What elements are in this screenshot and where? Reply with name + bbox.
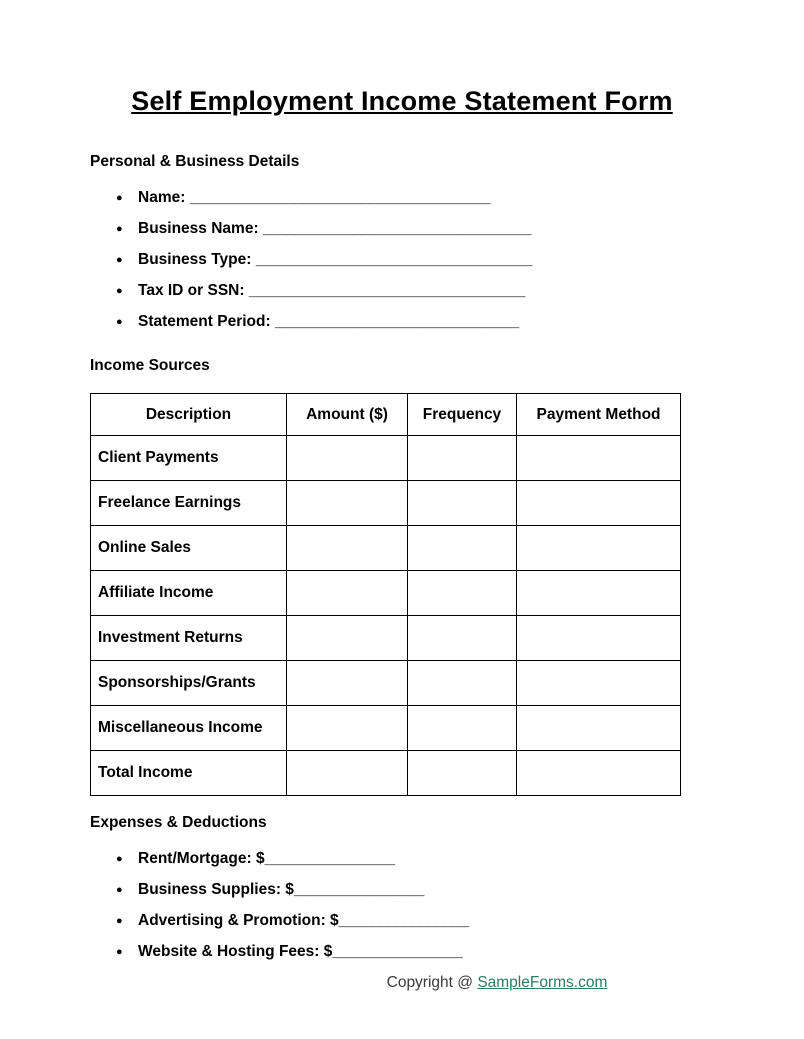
personal-details-section — [90, 117, 714, 331]
cell-payment-method[interactable] — [517, 661, 681, 706]
cell-payment-method[interactable] — [517, 571, 681, 616]
table-row — [91, 706, 681, 751]
cell-frequency[interactable] — [408, 706, 517, 751]
cell-payment-method[interactable] — [517, 526, 681, 571]
cell-payment-method[interactable] — [517, 751, 681, 796]
table-row — [91, 436, 681, 481]
table-row — [91, 616, 681, 661]
cell-frequency[interactable] — [408, 481, 517, 526]
cell-amount[interactable] — [287, 661, 408, 706]
list-item — [90, 220, 714, 238]
income-table — [90, 393, 681, 796]
column-header-description: Description — [91, 394, 287, 436]
table-row — [91, 751, 681, 796]
cell-amount[interactable] — [287, 526, 408, 571]
copyright-text: Copyright @ — [386, 974, 478, 991]
row-label-client-payments: Client Payments — [91, 436, 287, 481]
field-blank-business-type[interactable]: __________________________________ — [255, 251, 532, 268]
field-label-website-hosting-fees: Website & Hosting Fees: $ — [138, 943, 333, 960]
cell-amount[interactable] — [287, 436, 408, 481]
row-label-affiliate-income: Affiliate Income — [91, 571, 287, 616]
column-header-amount: Amount ($) — [287, 394, 408, 436]
expenses-deductions-section — [90, 796, 714, 965]
field-blank-name[interactable]: _____________________________________ — [189, 189, 491, 206]
row-label-miscellaneous-income: Miscellaneous Income — [91, 706, 287, 751]
cell-frequency[interactable] — [408, 436, 517, 481]
cell-amount[interactable] — [287, 616, 408, 661]
sampleforms-link[interactable]: SampleForms.com — [477, 974, 608, 991]
field-blank-advertising-promotion[interactable]: ________________ — [338, 912, 469, 929]
list-item — [90, 313, 714, 331]
field-label-advertising-promotion: Advertising & Promotion: $ — [138, 912, 339, 929]
field-label-statement-period: Statement Period: — [138, 313, 271, 330]
field-blank-statement-period[interactable]: ______________________________ — [274, 313, 519, 330]
personal-details-heading: Personal & Business Details — [90, 153, 300, 170]
table-row — [91, 481, 681, 526]
income-sources-section — [90, 331, 714, 796]
field-blank-business-name[interactable]: _________________________________ — [262, 220, 531, 237]
cell-amount[interactable] — [287, 571, 408, 616]
row-label-freelance-earnings: Freelance Earnings — [91, 481, 287, 526]
page-title-text: Self Employment Income Statement Form — [131, 86, 673, 116]
field-label-business-supplies: Business Supplies: $ — [138, 881, 294, 898]
list-item — [90, 881, 714, 899]
field-blank-rent-mortgage[interactable]: ________________ — [264, 850, 395, 867]
cell-payment-method[interactable] — [517, 481, 681, 526]
field-blank-website-hosting-fees[interactable]: ________________ — [332, 943, 463, 960]
list-item — [90, 850, 714, 868]
list-item — [90, 189, 714, 207]
list-item — [90, 251, 714, 269]
field-blank-business-supplies[interactable]: ________________ — [293, 881, 424, 898]
cell-amount[interactable] — [287, 706, 408, 751]
field-blank-tax-id[interactable]: __________________________________ — [248, 282, 525, 299]
income-table-body — [91, 436, 681, 796]
table-header-row — [91, 394, 681, 436]
expenses-list — [90, 850, 714, 961]
field-label-business-name: Business Name: — [138, 220, 259, 237]
income-table-head — [91, 394, 681, 436]
footer — [0, 974, 804, 992]
page-title — [90, 0, 714, 117]
table-row — [91, 661, 681, 706]
cell-payment-method[interactable] — [517, 616, 681, 661]
row-label-investment-returns: Investment Returns — [91, 616, 287, 661]
income-sources-heading: Income Sources — [90, 357, 210, 374]
row-label-total-income: Total Income — [91, 751, 287, 796]
cell-amount[interactable] — [287, 751, 408, 796]
list-item — [90, 943, 714, 961]
row-label-sponsorships-grants: Sponsorships/Grants — [91, 661, 287, 706]
field-label-tax-id: Tax ID or SSN: — [138, 282, 245, 299]
personal-details-list — [90, 189, 714, 331]
expenses-deductions-heading: Expenses & Deductions — [90, 814, 267, 831]
cell-frequency[interactable] — [408, 526, 517, 571]
column-header-frequency: Frequency — [408, 394, 517, 436]
column-header-payment-method: Payment Method — [517, 394, 681, 436]
field-label-name: Name: — [138, 189, 186, 206]
cell-amount[interactable] — [287, 481, 408, 526]
list-item — [90, 282, 714, 300]
list-item — [90, 912, 714, 930]
row-label-online-sales: Online Sales — [91, 526, 287, 571]
cell-frequency[interactable] — [408, 571, 517, 616]
cell-frequency[interactable] — [408, 616, 517, 661]
cell-payment-method[interactable] — [517, 706, 681, 751]
field-label-rent-mortgage: Rent/Mortgage: $ — [138, 850, 265, 867]
table-row — [91, 526, 681, 571]
cell-frequency[interactable] — [408, 661, 517, 706]
field-label-business-type: Business Type: — [138, 251, 252, 268]
cell-payment-method[interactable] — [517, 436, 681, 481]
cell-frequency[interactable] — [408, 751, 517, 796]
table-row — [91, 571, 681, 616]
